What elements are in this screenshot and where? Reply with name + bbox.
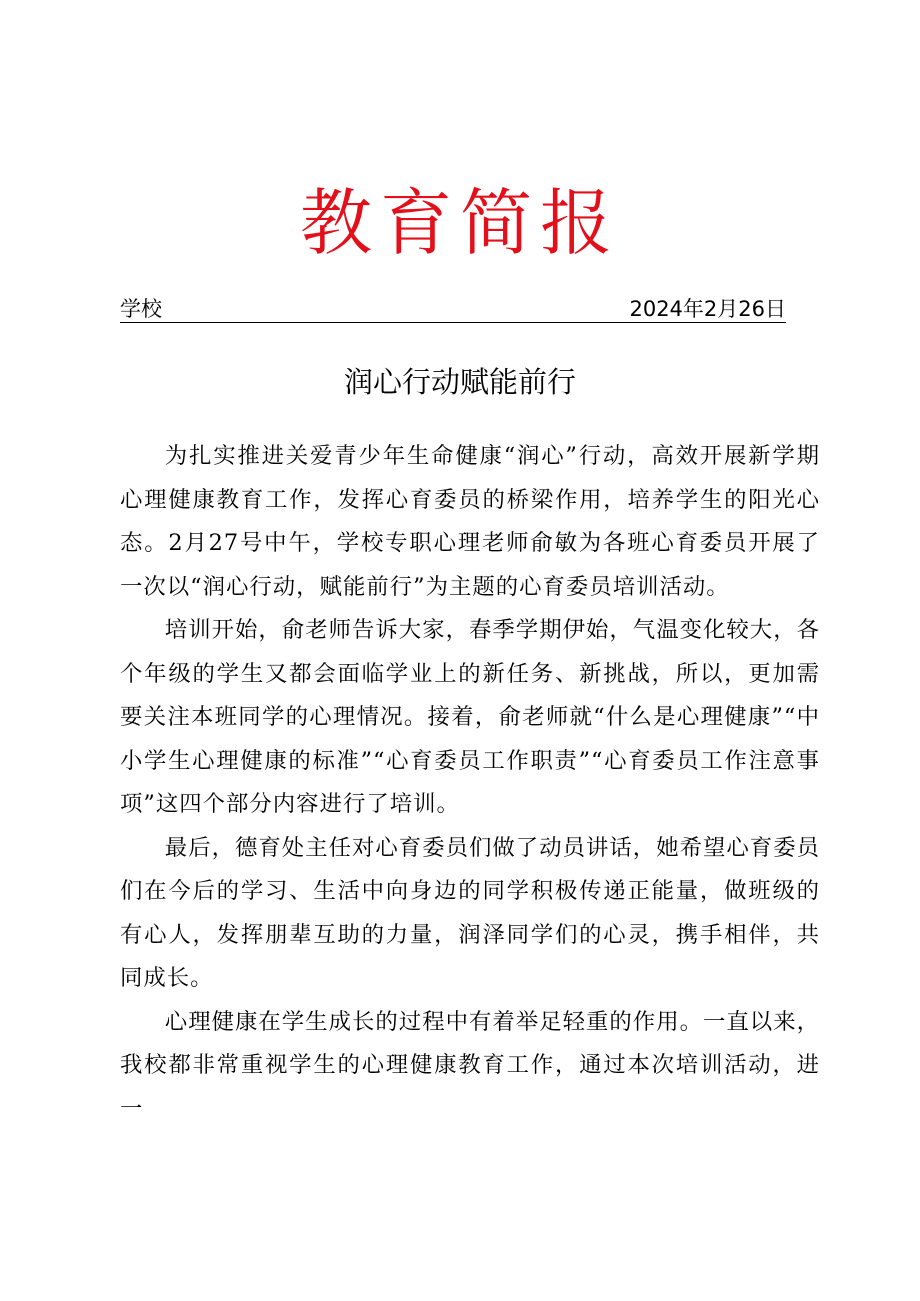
article-title: 润心行动赋能前行 bbox=[343, 365, 576, 399]
paragraph: 心理健康在学生成长的过程中有着举足轻重的作用。一直以来，我校都非常重视学生的心理健康教育工作，通过本次培训活动，进一 bbox=[120, 1008, 820, 1122]
article-body bbox=[120, 435, 820, 1131]
paragraph: 培训开始，俞老师告诉大家，春季学期伊始，气温变化较大，各个年级的学生又都会面临学业上的新任务、新挑战，所以，更加需要关注本班同学的心理情况。接着，俞老师就“什么是心理健康”“中小学生心理健康的标准”“心育委员工作职责”“心育委员工作注意事项”这四个部分内容进行了培训。 bbox=[120, 617, 820, 817]
masthead-title: 教育简报 bbox=[299, 181, 620, 265]
school-label: 学校 bbox=[120, 297, 162, 321]
paragraph: 最后，德育处主任对心育委员们做了动员讲话，她希望心育委员们在今后的学习、生活中向身边的同学积极传递正能量，做班级的有心人，发挥朋辈互助的力量，润泽同学们的心灵，携手相伴，共同成长。 bbox=[120, 834, 820, 991]
meta-row bbox=[120, 296, 786, 323]
paragraph: 为扎实推进关爱青少年生命健康“润心”行动，高效开展新学期心理健康教育工作，发挥心育委员的桥梁作用，培养学生的阳光心态。2月27号中午，学校专职心理老师俞敏为各班心育委员开展了一次以“润心行动，赋能前行”为主题的心育委员培训活动。 bbox=[120, 443, 820, 600]
issue-date: 2024年2月26日 bbox=[629, 297, 786, 321]
